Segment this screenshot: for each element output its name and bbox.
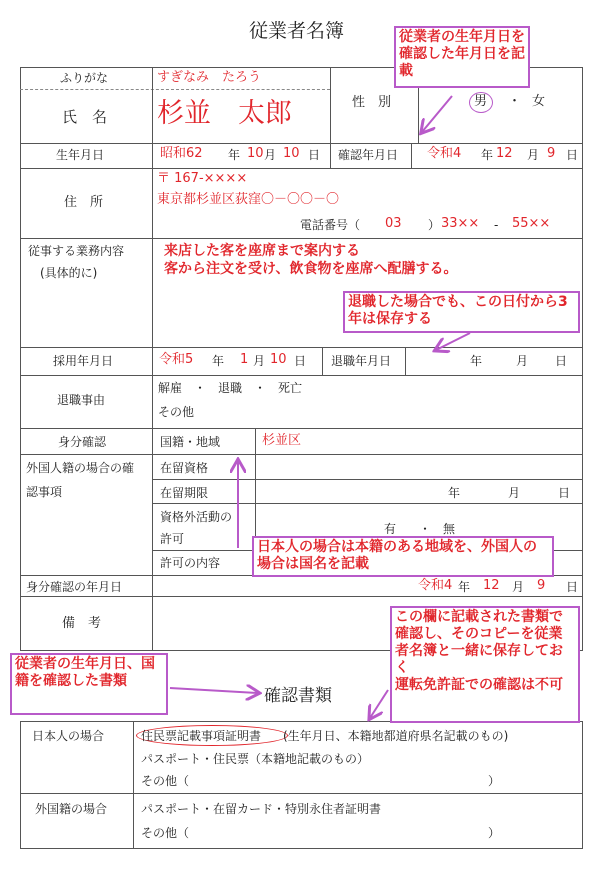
permit-content-label: 許可の内容 [160, 556, 221, 570]
furigana-value: すぎなみ たろう [157, 70, 262, 85]
id-date-year-unit: 年 [458, 580, 471, 594]
confirm-day-unit: 日 [566, 148, 579, 162]
birth-month: 10 [247, 146, 264, 161]
reason-options: 解雇 ・ 退職 ・ 死亡 [158, 381, 303, 395]
duty-label: 従事する業務内容 [28, 244, 125, 258]
id-date-month-unit: 月 [512, 580, 525, 594]
id-date-month: 12 [483, 578, 500, 593]
gender-label: 性 別 [352, 95, 392, 110]
note-copy-keep-text: この欄に記載された書類で確認し、そのコピーを従業者名簿と一緒に保存しておく [395, 609, 563, 676]
hire-month-unit: 月 [253, 354, 266, 368]
phone-exchange: 33×× [441, 216, 480, 231]
id-date-era: 令和4 [418, 578, 453, 593]
name-label: 氏 名 [62, 108, 108, 126]
permit-label: 資格外活動の [160, 510, 233, 524]
phone-dash: - [494, 218, 499, 232]
period-month-unit: 月 [508, 486, 521, 500]
note-license-text: 運転免許証での確認は不可 [395, 677, 563, 693]
note-doc-check: 従業者の生年月日、国籍を確認した書類 [10, 653, 168, 715]
duty-line-2: 客から注文を受け、飲食物を座席へ配膳する。 [164, 261, 458, 277]
docs-jp-item3-close: ） [488, 774, 501, 788]
duty-line-1: 来店した客を座席まで案内する [164, 243, 360, 259]
note-copy-keep [390, 606, 580, 723]
hire-era: 令和5 [159, 352, 194, 367]
hire-day-unit: 日 [294, 354, 307, 368]
confirm-era: 令和4 [427, 146, 462, 161]
gender-female[interactable]: 女 [532, 94, 546, 109]
birth-day: 10 [283, 146, 300, 161]
arrow-birth-check [422, 96, 452, 132]
id-date-label: 身分確認の年月日 [26, 580, 123, 594]
docs-jp-label: 日本人の場合 [32, 729, 105, 743]
arrow-copy-keep [370, 690, 388, 718]
hire-month: 1 [240, 352, 249, 367]
retire-year-unit: 年 [470, 354, 483, 368]
phone-paren: ） [428, 218, 441, 232]
period-label: 在留期限 [160, 486, 209, 500]
docs-jp-item2: パスポート・住民票（本籍地記載のもの） [141, 752, 370, 766]
confirm-month: 12 [496, 146, 513, 161]
foreign-sublabel: 認事項 [26, 485, 63, 499]
permit-sublabel: 許可 [160, 532, 185, 546]
birth-day-unit: 日 [308, 148, 321, 162]
id-label: 身分確認 [58, 435, 107, 449]
reason-label: 退職事由 [57, 393, 106, 407]
hire-year-unit: 年 [212, 354, 225, 368]
id-date-day: 9 [537, 578, 546, 593]
docs-heading: 確認書類 [264, 686, 332, 706]
docs-jp-item1-note: (生年月日、本籍地都道府県名記載のもの) [283, 729, 509, 743]
period-year-unit: 年 [448, 486, 461, 500]
gender-dot: ・ [508, 94, 522, 109]
duty-sublabel: (具体的に) [40, 266, 98, 280]
phone-label: 電話番号（ [300, 218, 361, 232]
note-birth-check: 従業者の生年月日を確認した年月日を記載 [394, 26, 530, 88]
note-nationality: 日本人の場合は本籍のある地域を、外国人の場合は国名を記載 [252, 536, 554, 577]
nationality-value: 杉並区 [262, 433, 302, 448]
hire-label: 採用年月日 [53, 354, 114, 368]
note-retention: 退職した場合でも、この日付から3年は保存する [343, 291, 580, 333]
confirm-month-unit: 月 [527, 148, 540, 162]
birth-month-unit: 月 [264, 148, 277, 162]
docs-fg-item1: パスポート・在留カード・特別永住者証明書 [141, 802, 382, 816]
nationality-label: 国籍・地域 [160, 435, 221, 449]
permit-yes[interactable]: 有 [384, 522, 397, 536]
foreign-label: 外国人籍の場合の確 [26, 461, 135, 475]
arrow-retention [436, 333, 470, 350]
id-date-day-unit: 日 [566, 580, 579, 594]
hire-day: 10 [270, 352, 287, 367]
retire-day-unit: 日 [555, 354, 568, 368]
confirm-year-unit: 年 [481, 148, 494, 162]
gender-male[interactable]: 男 [474, 94, 488, 109]
phone-number: 55×× [512, 216, 551, 231]
name-value: 杉並 太郎 [157, 98, 292, 129]
retire-month-unit: 月 [516, 354, 529, 368]
docs-fg-item2: その他（ [141, 826, 190, 840]
reason-other: その他 [158, 405, 195, 419]
birth-label: 生年月日 [56, 148, 105, 162]
arrow-doc-check [170, 688, 258, 693]
address-label: 住 所 [64, 195, 104, 210]
permit-no[interactable]: 無 [443, 522, 456, 536]
docs-jp-item3: その他（ [141, 774, 190, 788]
confirm-day: 9 [547, 146, 556, 161]
birth-era: 昭和62 [160, 146, 203, 161]
address-value: 東京都杉並区荻窪〇－〇〇－〇 [157, 192, 340, 207]
docs-fg-label: 外国籍の場合 [35, 802, 108, 816]
phone-area: 03 [385, 216, 402, 231]
furigana-label: ふりがな [60, 71, 109, 85]
confirm-date-label: 確認年月日 [338, 148, 399, 162]
period-day-unit: 日 [558, 486, 571, 500]
retire-label: 退職年月日 [331, 354, 392, 368]
docs-jp-item1: 住民票記載事項証明書 [141, 729, 262, 743]
permit-dot: ・ [419, 522, 432, 536]
status-label: 在留資格 [160, 461, 209, 475]
postal-code: 〒 167-×××× [157, 171, 248, 186]
birth-year-unit: 年 [228, 148, 241, 162]
page-title: 従業者名簿 [249, 20, 345, 42]
remarks-label: 備 考 [62, 616, 102, 631]
docs-fg-item2-close: ） [488, 826, 501, 840]
